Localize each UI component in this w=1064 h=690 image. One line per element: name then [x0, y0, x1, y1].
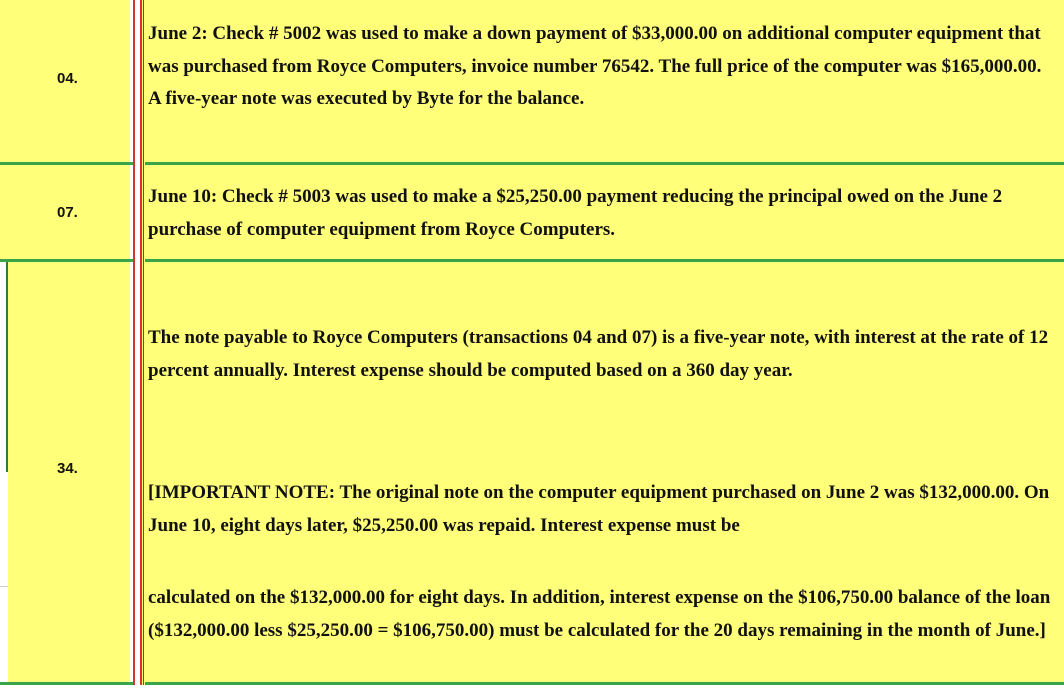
row-number-cell[interactable]	[0, 165, 130, 259]
gridline	[0, 586, 8, 587]
row-number: 04.	[57, 70, 78, 87]
description-text: The note payable to Royce Computers (transactions 04 and 07) is a five-year note, with interest at the rate of 12 percent annually. Interest expense should be computed based on a 360 day year.	[148, 327, 1049, 381]
column-border-dark	[143, 0, 144, 690]
important-note-continuation: calculated on the $132,000.00 for eight days. In addition, interest expense on the $106,750.00 balance of the loan ($132,000.00 less $25,250.00 = $106,750.00) must be calculated for the 20 days remaining in the month of June.]	[148, 587, 1051, 641]
table-row	[0, 262, 1064, 682]
table-row	[0, 0, 1064, 162]
description-cell[interactable]	[145, 165, 1064, 259]
description-text: June 10: Check # 5003 was used to make a $25,250.00 payment reducing the principal owed on the June 2 purchase of computer equipment from Royce Computers.	[148, 186, 1003, 240]
row-number-cell[interactable]	[0, 0, 130, 162]
description-text: June 2: Check # 5002 was used to make a down payment of $33,000.00 on additional computer equipment that was purchased from Royce Computers, invoice number 76542. The full price of the computer was $165,000.00. A five-year note was executed by Byte for the balance.	[148, 23, 1042, 109]
description-cell[interactable]	[145, 262, 1064, 682]
description-cell[interactable]	[145, 0, 1064, 162]
bottom-edge	[0, 685, 1064, 690]
row-number: 07.	[57, 204, 78, 221]
row-number: 34.	[57, 460, 78, 477]
important-note-text: [IMPORTANT NOTE: The original note on the computer equipment purchased on June 2 was $132,000.00. On June 10, eight days later, $25,250.00 was repaid. Interest expense must be	[148, 482, 1050, 536]
row-number-cell[interactable]	[8, 262, 130, 682]
left-border	[6, 262, 8, 472]
table-row	[0, 165, 1064, 259]
row-border	[0, 162, 1064, 165]
row-border	[0, 259, 1064, 262]
